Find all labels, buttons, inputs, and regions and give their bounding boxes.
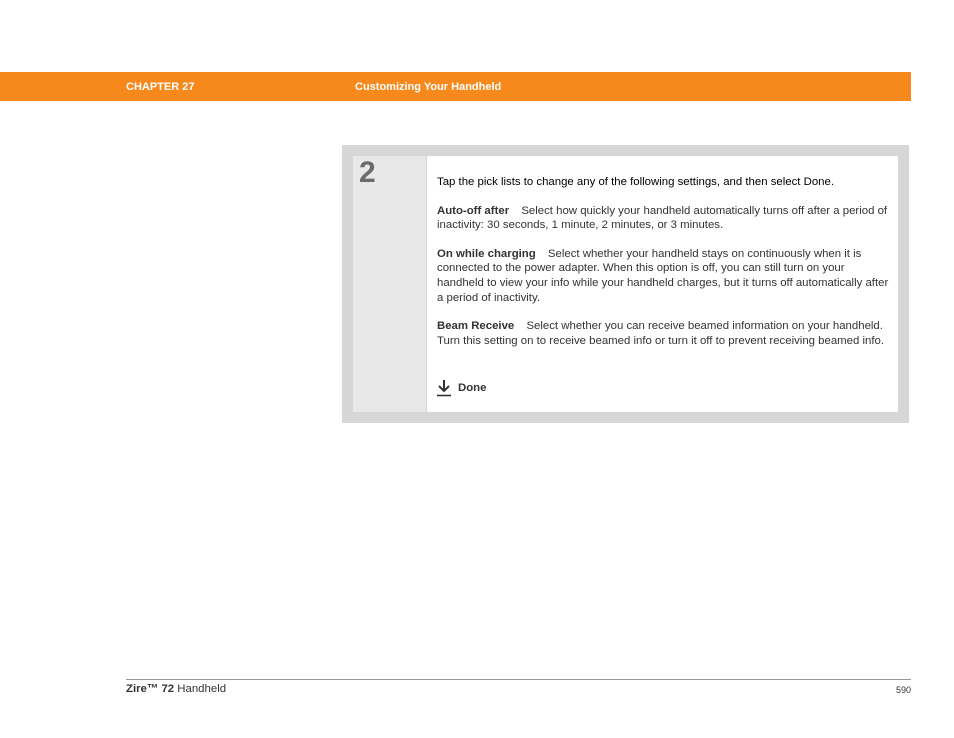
footer-divider <box>126 679 911 680</box>
setting-term: On while charging <box>437 247 536 260</box>
setting-description: Select whether you can receive beamed information on your handheld. Turn this setting on to receive beamed info or turn it off to prevent receiving beamed info. <box>437 320 885 347</box>
step-box <box>342 145 909 423</box>
done-row <box>437 379 486 397</box>
step-number-cell <box>353 156 426 412</box>
page-number: 590 <box>895 685 911 695</box>
done-label: Done <box>458 382 487 394</box>
footer-product <box>126 683 226 695</box>
setting-term: Auto-off after <box>437 204 510 217</box>
setting-beam-receive <box>437 319 889 348</box>
chapter-header-bar <box>0 72 911 101</box>
setting-on-while-charging <box>437 247 889 305</box>
chapter-title: Customizing Your Handheld <box>355 81 502 93</box>
step-text <box>437 175 889 362</box>
down-arrow-icon <box>437 379 451 397</box>
setting-auto-off <box>437 204 889 233</box>
setting-term: Beam Receive <box>437 320 515 333</box>
product-name: Zire™ 72 <box>126 683 175 695</box>
setting-description: Select how quickly your handheld automatically turns off after a period of inactivity: 30 seconds, 1 minute, 2 minutes, or 3 minutes. <box>437 204 888 232</box>
step-number: 2 <box>359 156 376 189</box>
setting-description: Select whether your handheld stays on continuously when it is connected to the power adapter. When this option is off, you can still turn on your handheld to view your info while your handheld charges, but it turns off automatically after a period of inactivity. <box>437 247 889 304</box>
chapter-label: CHAPTER 27 <box>126 81 195 93</box>
product-suffix: Handheld <box>174 683 227 695</box>
step-intro: Tap the pick lists to change any of the following settings, and then select Done. <box>437 176 835 188</box>
step-content <box>427 156 898 412</box>
